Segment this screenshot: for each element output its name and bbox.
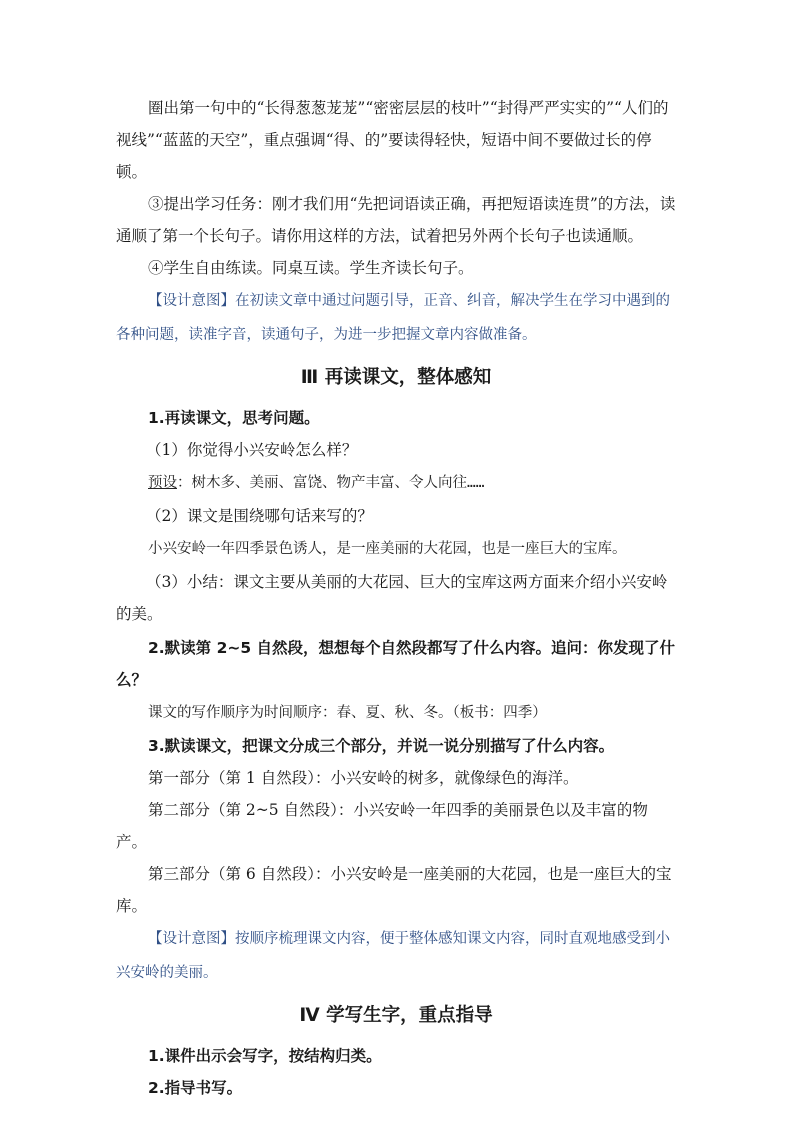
part-1: 第一部分（第 1 自然段）：小兴安岭的树多，就像绿色的海洋。 bbox=[148, 769, 579, 787]
design-intent-text: 按顺序梳理课文内容，便于整体感知课文内容，同时直观地感受到小兴安岭的美丽。 bbox=[116, 931, 670, 981]
design-intent-tag: 【设计意图】 bbox=[148, 931, 235, 947]
design-intent-1 bbox=[116, 284, 676, 352]
paragraph-practice-reading: ④学生自由练读。同桌互读。学生齐读长句子。 bbox=[148, 259, 474, 277]
answer-writing-order: 课文的写作顺序为时间顺序：春、夏、秋、冬。（板书：四季） bbox=[148, 705, 547, 721]
summary-3: （3）小结：课文主要从美丽的大花园、巨大的宝库这两方面来介绍小兴安岭的美。 bbox=[116, 573, 668, 623]
paragraph-learning-task: ③提出学习任务：刚才我们用“先把词语读正确，再把短语读连贯”的方法，读通顺了第一个长句子。请你用这样的方法，试着把另外两个长句子也读通顺。 bbox=[116, 195, 676, 245]
section-heading-reread: Ⅲ 再读课文，整体感知 bbox=[300, 367, 492, 388]
preset-answer bbox=[116, 466, 676, 500]
design-intent-tag: 【设计意图】 bbox=[148, 293, 235, 309]
question-1: （1）你觉得小兴安岭怎么样？ bbox=[146, 441, 358, 459]
answer-2: 小兴安岭一年四季景色诱人，是一座美丽的大花园，也是一座巨大的宝库。 bbox=[148, 541, 627, 557]
section-heading-writing: Ⅳ 学写生字，重点指导 bbox=[299, 1005, 493, 1026]
document-content bbox=[116, 92, 676, 1104]
item-silent-reading-2-5: 2.默读第 2~5 自然段，想想每个自然段都写了什么内容。追问：你发现了什么？ bbox=[116, 639, 676, 689]
part-3: 第三部分（第 6 自然段）：小兴安岭是一座美丽的大花园，也是一座巨大的宝库。 bbox=[116, 865, 672, 915]
part-2: 第二部分（第 2~5 自然段）：小兴安岭一年四季的美丽景色以及丰富的物产。 bbox=[116, 801, 648, 851]
item-guide-writing: 2.指导书写。 bbox=[148, 1079, 243, 1097]
question-2: （2）课文是围绕哪句话来写的？ bbox=[146, 507, 373, 525]
design-intent-text: 在初读文章中通过问题引导，正音、纠音，解决学生在学习中遇到的各种问题，读准字音，读通句子，为进一步把握文章内容做准备。 bbox=[116, 293, 670, 343]
design-intent-2 bbox=[116, 922, 676, 990]
item-reread-think: 1.再读课文，思考问题。 bbox=[148, 409, 320, 427]
paragraph-circle-phrases: 圈出第一句中的“长得葱葱茏茏”“密密层层的枝叶”“封得严严实实的”“人们的视线”“蓝蓝的天空”，重点强调“得、的”要读得轻快，短语中间不要做过长的停顿。 bbox=[116, 99, 669, 181]
preset-text: ：树木多、美丽、富饶、物产丰富、令人向往…… bbox=[177, 475, 485, 491]
preset-label: 预设 bbox=[148, 475, 177, 491]
item-divide-parts: 3.默读课文，把课文分成三个部分，并说一说分别描写了什么内容。 bbox=[148, 737, 615, 755]
item-show-characters: 1.课件出示会写字，按结构归类。 bbox=[148, 1047, 382, 1065]
